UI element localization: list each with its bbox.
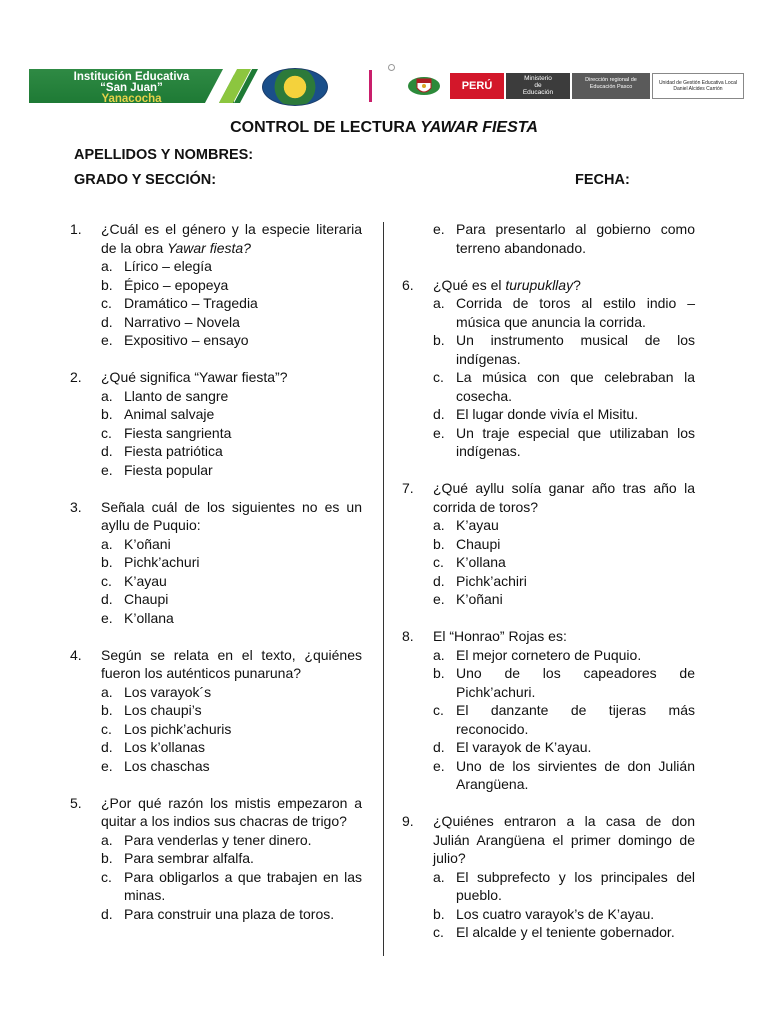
question-number: 7. <box>402 480 414 496</box>
ministerio-line3: Educación <box>522 89 554 96</box>
option <box>101 701 362 720</box>
option-text: Para obligarlos a que trabajen en las minas. <box>124 868 362 903</box>
option-text: Para construir una plaza de toros. <box>124 905 335 922</box>
option <box>433 664 695 701</box>
option-text: Llanto de sangre <box>124 387 229 404</box>
option-text: Para venderlas y tener dinero. <box>124 831 312 848</box>
option <box>433 868 695 905</box>
questions-column-left <box>70 220 362 923</box>
option-text: K’ayau <box>456 517 499 533</box>
option-letter: b. <box>433 905 445 922</box>
ministerio-line2: de <box>534 82 542 89</box>
option-text: Fiesta patriótica <box>124 443 223 459</box>
option-letter: b. <box>101 702 113 718</box>
option <box>101 387 362 406</box>
option-text: Los varayok´s <box>124 683 212 700</box>
option <box>101 276 362 295</box>
question-number: 1. <box>70 221 82 237</box>
date-field-label: FECHA: <box>575 172 630 188</box>
option <box>433 905 695 924</box>
option <box>433 405 695 424</box>
option-text: Corrida de toros al estilo indio – música que anuncia la corrida. <box>456 295 695 330</box>
option <box>433 553 695 572</box>
option <box>101 331 362 350</box>
option <box>101 461 362 480</box>
institution-logo <box>29 69 234 103</box>
option-text: El danzante de tijeras más reconocido. <box>456 702 695 737</box>
question-9 <box>402 812 695 942</box>
option-text: Los chaupi’s <box>124 702 202 718</box>
dre-line2: Educación Pasco <box>589 84 633 90</box>
option-letter: a. <box>101 683 113 700</box>
option <box>101 683 362 702</box>
question-6 <box>402 276 695 461</box>
option <box>433 572 695 591</box>
question-stem: El “Honrao” Rojas es: <box>433 628 567 644</box>
option <box>433 368 695 405</box>
institution-line3: Yanacocha <box>101 93 162 103</box>
option <box>101 294 362 313</box>
option-text: Expositivo – ensayo <box>124 332 249 348</box>
option <box>101 424 362 443</box>
option <box>101 757 362 776</box>
option-text: K’oñani <box>456 591 503 607</box>
question-5-continued <box>402 220 695 257</box>
option <box>101 535 362 554</box>
option-letter: d. <box>433 406 445 422</box>
question-stem: ¿Qué ayllu solía ganar año tras año la corrida de toros? <box>433 480 695 515</box>
option-letter: e. <box>101 757 113 774</box>
option-text: Chaupi <box>456 535 501 552</box>
option-letter: b. <box>433 535 445 552</box>
option <box>433 701 695 738</box>
option <box>433 923 695 942</box>
option-text: Un instrumento musical de los indígenas. <box>456 332 695 367</box>
option <box>433 516 695 535</box>
stem-after: ? <box>573 276 581 293</box>
option-letter: d. <box>101 739 113 755</box>
option-letter: e. <box>101 332 113 348</box>
ugel-logo <box>652 73 744 99</box>
option-letter: c. <box>101 868 112 885</box>
stem-text: ¿Cuál es el género y la especie literaria de la obra <box>101 221 362 256</box>
option-letter: c. <box>101 572 112 589</box>
option-letter: d. <box>101 591 113 607</box>
option-letter: d. <box>101 905 113 922</box>
option-text: K’ollana <box>124 609 174 626</box>
stem-italic: turupukllay <box>505 276 574 293</box>
school-seal-icon <box>262 68 328 106</box>
institution-line1: Institución Educativa <box>73 71 190 83</box>
question-number: 5. <box>70 794 82 811</box>
grade-field-label: GRADO Y SECCIÓN: <box>74 172 217 188</box>
question-number: 3. <box>70 498 82 515</box>
option <box>101 572 362 591</box>
option-letter: a. <box>101 535 113 552</box>
question-stem <box>101 220 362 257</box>
option <box>101 849 362 868</box>
option <box>433 424 695 461</box>
dre-line1: Dirección regional de <box>585 77 637 83</box>
question-4 <box>70 646 362 776</box>
option-letter: b. <box>101 276 113 293</box>
option-text: El lugar donde vivía el Misitu. <box>456 406 639 422</box>
separator-bar <box>369 70 372 102</box>
option-text: El varayok de K’ayau. <box>456 739 592 755</box>
option-text: El mejor cornetero de Puquio. <box>456 646 642 663</box>
option-letter: d. <box>433 739 445 755</box>
header-logos <box>0 62 768 110</box>
question-7 <box>402 479 695 609</box>
question-number: 9. <box>402 813 414 829</box>
option-letter: d. <box>101 313 113 330</box>
option-text: Dramático – Tragedia <box>124 295 258 311</box>
option <box>433 294 695 331</box>
option-text: Fiesta popular <box>124 461 213 478</box>
option-letter: b. <box>433 332 445 348</box>
option-text: Pichk’achuri <box>124 554 200 570</box>
option <box>433 757 695 794</box>
option <box>101 553 362 572</box>
option-letter: e. <box>433 591 445 607</box>
question-stem: Según se relata en el texto, ¿quiénes fueron los auténticos punaruna? <box>101 646 362 681</box>
option <box>433 646 695 665</box>
option-text: Animal salvaje <box>124 406 215 422</box>
option-text: El alcalde y el teniente gobernador. <box>456 924 675 940</box>
question-stem: ¿Por qué razón los mistis empezaron a quitar a los indios sus chacras de trigo? <box>101 794 362 829</box>
peru-logo: PERÚ <box>450 73 504 99</box>
question-stem <box>433 276 695 295</box>
option-letter: a. <box>101 831 113 848</box>
option-letter: c. <box>101 295 112 311</box>
question-5 <box>70 794 362 924</box>
option-letter: a. <box>433 868 445 885</box>
option <box>101 720 362 739</box>
option <box>101 313 362 332</box>
option-letter: c. <box>101 720 112 737</box>
stem-italic: Yawar fiesta? <box>167 239 251 256</box>
option-text: Los pichk’achuris <box>124 720 232 737</box>
option-text: Lírico – elegía <box>124 258 212 274</box>
option <box>433 738 695 757</box>
option <box>101 405 362 424</box>
ministerio-logo <box>506 73 570 99</box>
option-letter: b. <box>101 406 113 422</box>
option <box>101 868 362 905</box>
ugel-line2: Daniel Alcides Carrión <box>673 86 723 92</box>
option-letter: c. <box>433 554 444 570</box>
question-number: 6. <box>402 276 414 293</box>
option-letter: c. <box>433 702 444 718</box>
option-letter: a. <box>101 258 113 274</box>
option-text: Pichk’achiri <box>456 572 527 589</box>
option <box>101 442 362 461</box>
option-text: El subprefecto y los principales del pueblo. <box>456 868 695 903</box>
option-letter: e. <box>101 461 113 478</box>
option <box>433 220 695 257</box>
stem-text: ¿Qué es el <box>433 276 506 293</box>
option-text: Para presentarlo al gobierno como terreno abandonado. <box>456 221 695 256</box>
option-letter: c. <box>433 924 444 940</box>
option-letter: a. <box>433 517 445 533</box>
question-number: 8. <box>402 628 414 644</box>
option-text: Uno de los sirvientes de don Julián Arangüena. <box>456 757 695 792</box>
option-letter: e. <box>433 757 445 774</box>
question-2 <box>70 368 362 479</box>
option-letter: e. <box>433 221 445 237</box>
option <box>101 257 362 276</box>
option-text: Fiesta sangrienta <box>124 424 232 441</box>
option-letter: a. <box>433 295 445 311</box>
option <box>101 905 362 924</box>
question-8 <box>402 627 695 794</box>
option-text: Los cuatro varayok’s de K’ayau. <box>456 905 655 922</box>
option-text: Los chaschas <box>124 757 210 774</box>
option-text: Los k’ollanas <box>124 739 205 755</box>
option <box>101 831 362 850</box>
option <box>101 609 362 628</box>
question-number: 2. <box>70 369 82 385</box>
option-letter: a. <box>101 387 113 404</box>
option-letter: a. <box>433 646 445 663</box>
option-letter: c. <box>433 369 444 385</box>
option <box>433 590 695 609</box>
option <box>101 590 362 609</box>
option-text: K’ollana <box>456 554 506 570</box>
small-circle-icon <box>388 64 395 71</box>
option-text: Un traje especial que utilizaban los indígenas. <box>456 424 695 459</box>
title-main: CONTROL DE LECTURA <box>230 119 421 136</box>
page-title <box>0 119 768 137</box>
option-letter: d. <box>101 443 113 459</box>
option <box>433 331 695 368</box>
question-stem: Señala cuál de los siguientes no es un ayllu de Puquio: <box>101 498 362 533</box>
option-text: K’oñani <box>124 535 171 552</box>
question-number: 4. <box>70 646 82 663</box>
peru-coat-of-arms-icon <box>406 74 442 98</box>
option-letter: e. <box>101 609 113 626</box>
option-text: K’ayau <box>124 572 167 589</box>
institution-line2: “San Juan” <box>100 82 163 94</box>
option-letter: b. <box>101 554 113 570</box>
questions-column-right <box>402 220 695 942</box>
option-letter: c. <box>101 424 112 441</box>
option-text: Uno de los capeadores de Pichk’achuri. <box>456 665 695 700</box>
column-divider <box>383 222 384 956</box>
dre-logo <box>572 73 650 99</box>
option-text: Para sembrar alfalfa. <box>124 850 254 866</box>
option-text: Épico – epopeya <box>124 276 229 293</box>
option-letter: b. <box>101 850 113 866</box>
option <box>433 535 695 554</box>
option <box>101 738 362 757</box>
ministerio-line1: Ministerio <box>524 75 552 82</box>
option-letter: d. <box>433 572 445 589</box>
title-italic: YAWAR FIESTA <box>420 119 538 136</box>
question-3 <box>70 498 362 628</box>
option-text: La música con que celebraban la cosecha. <box>456 369 695 404</box>
question-stem: ¿Qué significa “Yawar fiesta”? <box>101 369 288 385</box>
option-text: Chaupi <box>124 591 169 607</box>
option-text: Narrativo – Novela <box>124 313 240 330</box>
ugel-line1: Unidad de Gestión Educativa Local <box>658 80 738 86</box>
question-1 <box>70 220 362 350</box>
question-stem: ¿Quiénes entraron a la casa de don Julián Arangüena el primer domingo de julio? <box>433 813 695 866</box>
names-field-label: APELLIDOS Y NOMBRES: <box>74 147 254 163</box>
option-letter: e. <box>433 424 445 441</box>
option-letter: b. <box>433 665 445 681</box>
